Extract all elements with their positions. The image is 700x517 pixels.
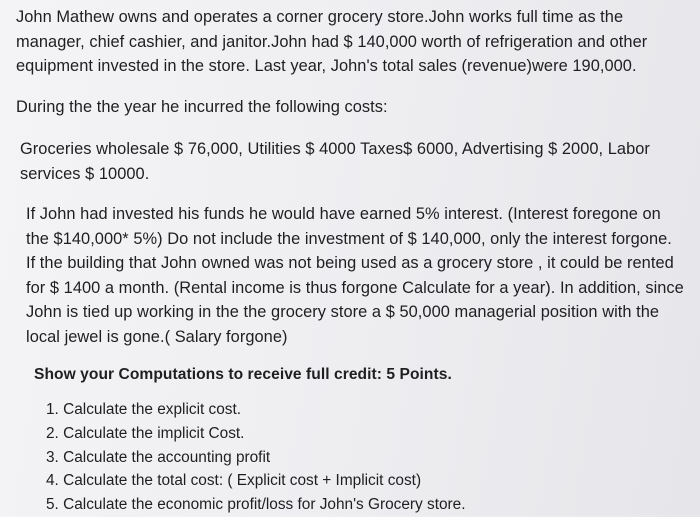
forgone-line-6: local jewel is gone.( Salary forgone) xyxy=(26,327,288,346)
costs-heading: During the the year he incurred the following costs: xyxy=(16,98,388,116)
question-item: 4. Calculate the total cost: ( Explicit cost + Implicit cost) xyxy=(46,472,422,490)
intro-paragraph xyxy=(16,5,647,79)
forgone-line-2: the $140,000* 5%) Do not include the investment of $ 140,000, only the interest forgone. xyxy=(26,229,672,248)
question-item: 1. Calculate the explicit cost. xyxy=(46,401,242,418)
question-list xyxy=(46,398,466,517)
costs-line-2: services $ 10000. xyxy=(20,164,150,183)
intro-line-2: manager, chief cashier, and janitor.John had $ 140,000 worth of refrigeration and other xyxy=(16,32,648,51)
question-item: 2. Calculate the implicit Cost. xyxy=(46,424,245,442)
instruction-heading: Show your Computations to receive full credit: 5 Points. xyxy=(34,366,452,383)
intro-line-3: equipment invested in the store. Last year, John's total sales (revenue)were 190,000. xyxy=(16,57,637,76)
forgone-paragraph xyxy=(26,202,684,350)
costs-paragraph xyxy=(20,137,650,186)
intro-line-1: John Mathew owns and operates a corner grocery store.John works full time as the xyxy=(16,8,624,26)
question-item: 5. Calculate the economic profit/loss for John's Grocery store. xyxy=(46,496,466,514)
question-item: 3. Calculate the accounting profit xyxy=(46,448,271,466)
forgone-line-5: John is tied up working in the the grocery store a $ 50,000 managerial position with the xyxy=(26,303,660,322)
forgone-line-3: If the building that John owned was not being used as a grocery store , it could be rented xyxy=(26,254,674,273)
forgone-line-4: for $ 1400 a month. (Rental income is thus forgone Calculate for a year). In addition, since xyxy=(26,278,684,297)
costs-line-1: Groceries wholesale $ 76,000, Utilities $ 4000 Taxes$ 6000, Advertising $ 2000, Labor xyxy=(20,140,650,158)
forgone-line-1: If John had invested his funds he would have earned 5% interest. (Interest foregone on xyxy=(26,205,661,223)
